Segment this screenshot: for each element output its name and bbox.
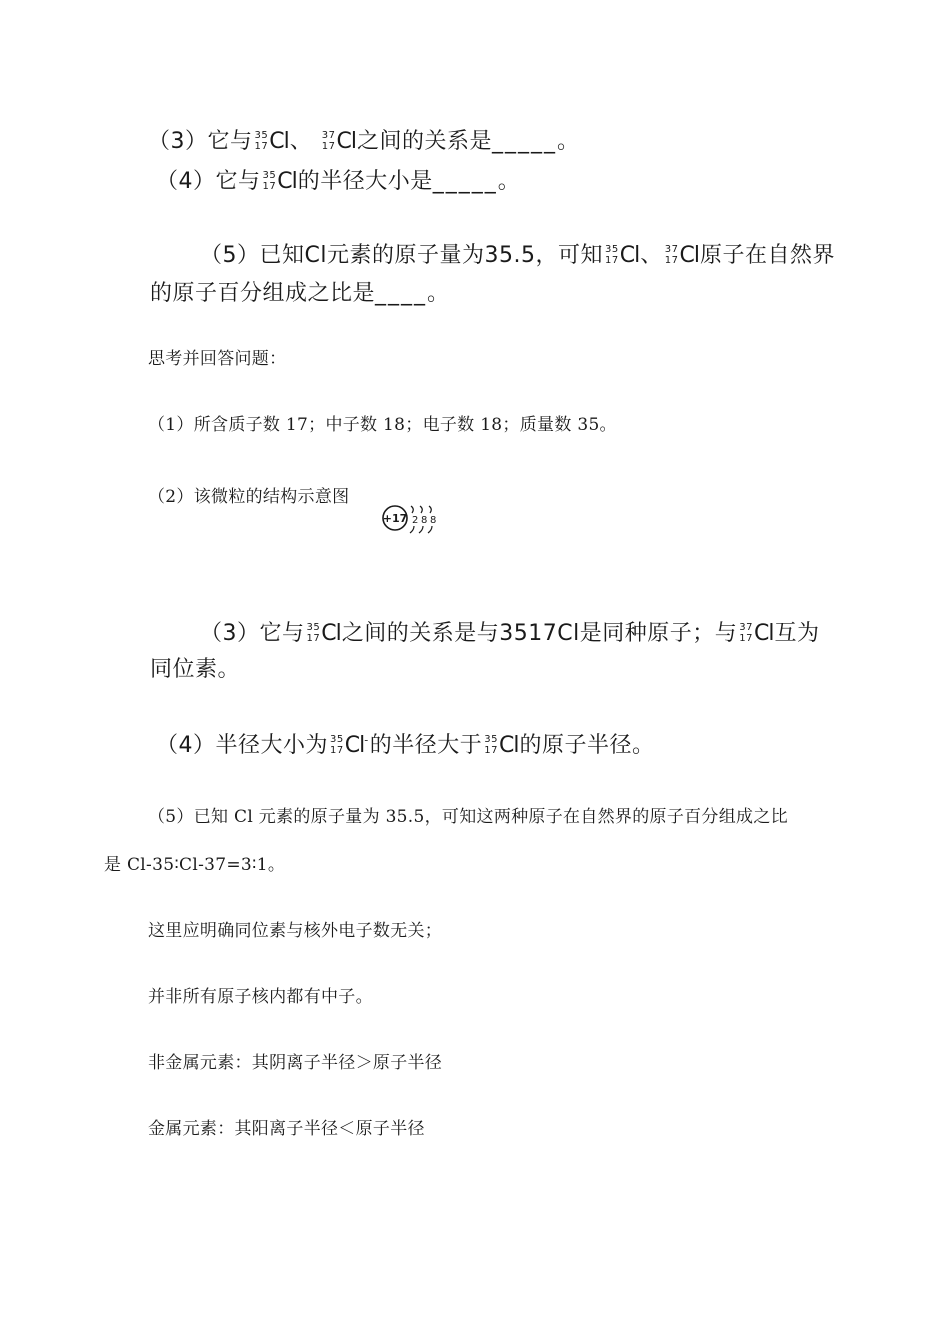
answer-blank: _____	[432, 169, 498, 194]
question-5-line-1: （5）已知Cl元素的原子量为35.5，可知 35 17 Cl、 37 17 Cl原子在自然界	[200, 243, 835, 268]
shell-arc-bottom-3	[428, 526, 432, 533]
answer-3-line-2: 同位素。	[150, 657, 241, 682]
shell-arc-bottom-2	[419, 526, 423, 533]
isotope-cl35: 35 17 Cl	[254, 129, 289, 154]
answer-blank: ____	[375, 281, 428, 306]
isotope-cl35: 35 17 Cl	[604, 243, 640, 268]
answer-3-line-1: （3）它与 35 17 Cl之间的关系是与3517Cl是同种原子；与 37 17 Cl互为	[200, 621, 820, 646]
note-4: 金属元素：其阳离子半径＜原子半径	[148, 1119, 425, 1139]
shell-arc-top-3	[429, 506, 431, 513]
isotope-cl35-ion: 35 17 Cl-	[330, 733, 369, 758]
answer-5-line-1: （5）已知 Cl 元素的原子量为 35.5，可知这两种原子在自然界的原子百分组成之比	[148, 807, 788, 827]
isotope-cl35: 35 17 Cl	[484, 733, 519, 758]
shell-2-electrons: 8	[421, 515, 428, 526]
note-1: 这里应明确同位素与核外电子数无关；	[148, 921, 443, 941]
isotope-cl35: 35 17 Cl	[262, 169, 297, 194]
shell-3-electrons: 8	[430, 515, 437, 526]
answer-5-line-2: 是 Cl-35∶Cl-37=3∶1。	[104, 855, 286, 875]
question-4: （4）它与 35 17 Cl的半径大小是_____。	[156, 169, 521, 194]
isotope-cl35: 35 17 Cl	[306, 621, 341, 646]
shell-arc-top-2	[420, 506, 422, 513]
note-3: 非金属元素：其阴离子半径＞原子半径	[148, 1053, 443, 1073]
nucleus-charge: +17	[382, 512, 408, 525]
question-3: （3）它与 35 17 Cl、 37 17 Cl之间的关系是_____。	[148, 129, 580, 154]
question-5-line-2: 的原子百分组成之比是____。	[150, 281, 450, 306]
answer-1: （1）所含质子数 17；中子数 18；电子数 18；质量数 35。	[148, 415, 617, 435]
shell-arc-top-1	[411, 506, 413, 513]
shell-arc-bottom-1	[410, 526, 414, 533]
atomic-structure-diagram	[380, 500, 444, 536]
answer-2: （2）该微粒的结构示意图	[148, 487, 350, 507]
isotope-cl37: 37 17 Cl	[664, 243, 699, 268]
isotope-cl37: 37 17 Cl	[321, 129, 356, 154]
section-heading: 思考并回答问题：	[148, 349, 287, 369]
isotope-cl37: 37 17 Cl	[739, 621, 774, 646]
note-2: 并非所有原子核内都有中子。	[148, 987, 373, 1007]
shell-1-electrons: 2	[412, 515, 419, 526]
answer-blank: _____	[491, 129, 557, 154]
answer-4: （4）半径大小为 35 17 Cl-的半径大于 35 17 Cl的原子半径。	[156, 733, 655, 758]
